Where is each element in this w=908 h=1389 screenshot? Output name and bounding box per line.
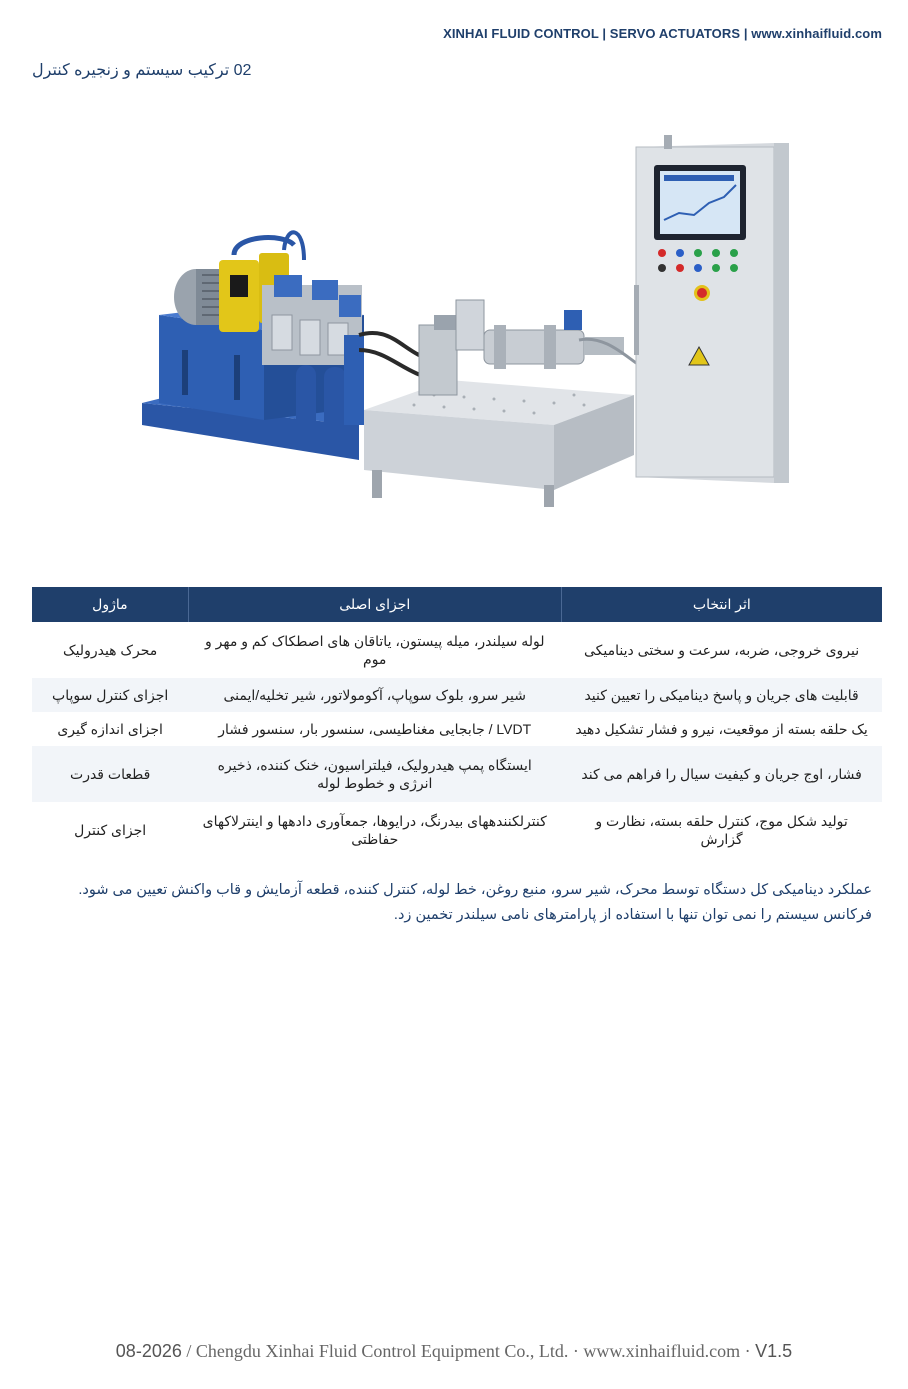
cell-module: اجزای اندازه گیری (57, 721, 163, 737)
system-note-paragraph: عملکرد دینامیکی کل دستگاه توسط محرک، شیر سرو، منبع روغن، خط لوله، کنترل کننده، قطعه آزمایش و قاب واکنش تعیین می شود. فرکانس سیستم را نمی توان تنها با استفاده از پارامترهای نامی سیلندر تخمین زد. (78, 882, 872, 923)
table-row (32, 746, 882, 802)
table-row (32, 678, 882, 712)
cell-module: اجزای کنترل سوپاپ (32, 678, 188, 712)
table-row (32, 712, 882, 746)
cell-module: قطعات قدرت (32, 746, 188, 802)
col-header-parts: اجزای اصلی (188, 587, 561, 622)
cell-effect: نیروی خروجی، ضربه، سرعت و سختی دینامیکی (584, 642, 860, 658)
footer-version: V1.5 (755, 1341, 793, 1361)
cell-module: محرک هیدرولیک (63, 642, 158, 658)
cell-effect: فشار، اوج جریان و کیفیت سیال را فراهم می کند (561, 746, 882, 802)
cell-parts: ایستگاه پمپ هیدرولیک، فیلتراسیون، خنک کننده، ذخیره انرژی و خطوط لوله (188, 746, 561, 802)
col-header-module: ماژول (32, 587, 188, 622)
section-title: 02 ترکیب سیستم و زنجیره کنترل (32, 62, 252, 79)
header-text: XINHAI FLUID CONTROL | SERVO ACTUATORS | www.xinhaifluid.com (443, 26, 882, 41)
cell-effect: تولید شکل موج، کنترل حلقه بسته، نظارت و گزارش (595, 813, 848, 847)
reaction-frame (419, 325, 457, 395)
cell-effect: قابلیت های جریان و پاسخ دینامیکی را تعیین کنید (561, 678, 882, 712)
table-row (32, 622, 882, 678)
col-header-effect: اثر انتخاب (561, 587, 882, 622)
accumulator (296, 365, 316, 435)
footer-company: / Chengdu Xinhai Fluid Control Equipment Co., Ltd. · www.xinhaifluid.com · (181, 1341, 756, 1361)
cell-effect: یک حلقه بسته از موقعیت، نیرو و فشار تشکیل دهید (575, 721, 868, 737)
table-header-row (32, 587, 882, 622)
cell-parts: کنترلکنندههای بیدرنگ، درایوها، جمعآوری دادهها و اینترلاکهای حفاظتی (202, 813, 547, 847)
page-footer (0, 1341, 908, 1362)
cell-parts: لوله سیلندر، میله پیستون، یاتاقان های اصطکاک کم و مهر و موم (204, 633, 545, 667)
servo-test-system-illustration (134, 125, 794, 525)
cell-module: اجزای کنترل (74, 822, 147, 838)
cell-parts: شیر سرو، بلوک سوپاپ، آکومولاتور، شیر تخلیه/ایمنی (188, 678, 561, 712)
footer-date: 08-2026 (115, 1341, 182, 1361)
servo-test-system-figure (134, 125, 794, 525)
cell-parts: LVDT / جابجایی مغناطیسی، سنسور بار، سنسور فشار (218, 721, 532, 737)
header-bar (443, 26, 882, 41)
composition-table (32, 587, 882, 858)
table-row (32, 802, 882, 858)
